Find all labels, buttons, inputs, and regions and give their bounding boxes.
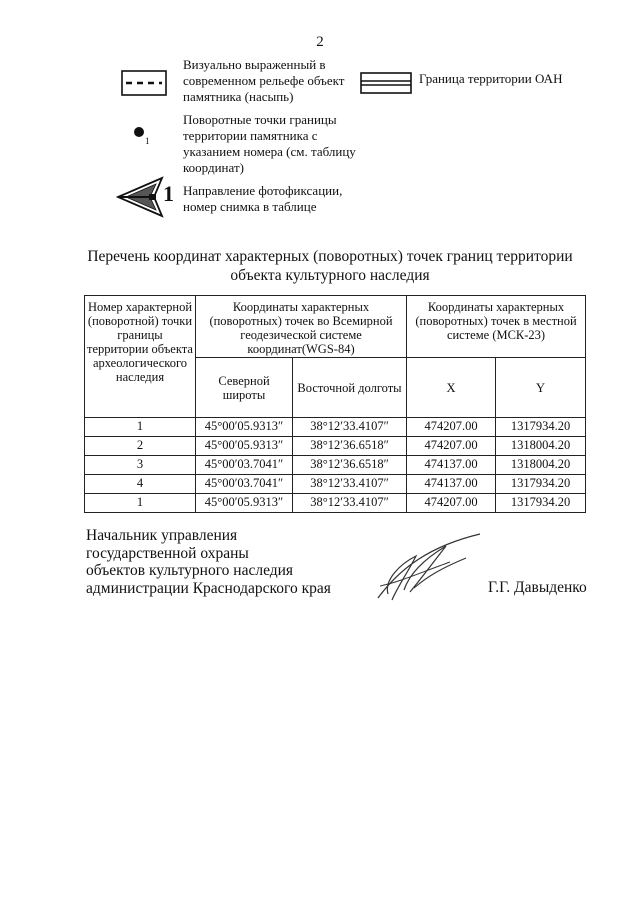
cell-longitude: 38°12′36.6518″	[293, 437, 407, 456]
cell-latitude: 45°00′05.9313″	[196, 437, 293, 456]
table-row	[85, 437, 586, 456]
cell-longitude: 38°12′33.4107″	[293, 494, 407, 513]
legend-mound-label: Визуально выраженный в современном рельефе объект памятника (насыпь)	[183, 57, 345, 104]
cell-x: 474207.00	[407, 437, 496, 456]
cell-longitude: 38°12′33.4107″	[293, 418, 407, 437]
signatory-title	[86, 527, 331, 597]
header-point-number: Номер характерной (поворотной) точки границы территории объекта археологического наследия	[85, 296, 196, 418]
handwritten-signature	[370, 528, 490, 608]
coordinates-table	[84, 295, 586, 513]
cell-number: 3	[85, 456, 196, 475]
cell-latitude: 45°00′03.7041″	[196, 475, 293, 494]
cell-number: 4	[85, 475, 196, 494]
signatory-line-3: объектов культурного наследия	[86, 562, 294, 579]
legend-points-label: Поворотные точки границы территории памятника с указанием номера (см. таблицу координат)	[183, 112, 356, 175]
cell-x: 474207.00	[407, 494, 496, 513]
header-x: X	[407, 358, 496, 418]
cell-y: 1318004.20	[496, 437, 586, 456]
table-row	[85, 418, 586, 437]
cell-latitude: 45°00′03.7041″	[196, 456, 293, 475]
cell-latitude: 45°00′05.9313″	[196, 418, 293, 437]
header-msk: Координаты характерных (поворотных) точек в местной системе (МСК-23)	[407, 296, 586, 358]
arrow-number: 1	[163, 181, 174, 206]
header-north: Северной широты	[196, 358, 293, 418]
signatory-line-4: администрации Краснодарского края	[86, 579, 331, 597]
cell-longitude: 38°12′33.4107″	[293, 475, 407, 494]
cell-x: 474207.00	[407, 418, 496, 437]
header-y: Y	[496, 358, 586, 418]
signatory-line-2: государственной охраны	[86, 544, 249, 562]
table-row	[85, 456, 586, 475]
photo-arrow-icon	[116, 175, 166, 219]
cell-y: 1317934.20	[496, 418, 586, 437]
table-heading: Перечень координат характерных (поворотных) точек границ территории объекта культурного наследия	[87, 248, 573, 284]
point-index: 1	[145, 136, 150, 146]
cell-number: 1	[85, 418, 196, 437]
cell-x: 474137.00	[407, 475, 496, 494]
header-wgs: Координаты характерных (поворотных) точек во Всемирной геодезической системе координат(WGS-84)	[196, 296, 407, 358]
cell-longitude: 38°12′36.6518″	[293, 456, 407, 475]
header-east: Восточной долготы	[293, 358, 407, 418]
turning-point-symbol	[133, 126, 157, 148]
point-dot-icon	[133, 126, 145, 138]
page-number: 2	[316, 34, 324, 50]
signatory-line-1: Начальник управления	[86, 527, 238, 544]
legend-boundary-label: Граница территории ОАН	[419, 71, 563, 86]
cell-x: 474137.00	[407, 456, 496, 475]
oan-boundary-symbol	[360, 72, 412, 94]
table-row	[85, 494, 586, 513]
table-row	[85, 475, 586, 494]
cell-number: 2	[85, 437, 196, 456]
photo-direction-symbol	[116, 175, 180, 219]
cell-number: 1	[85, 494, 196, 513]
cell-y: 1317934.20	[496, 475, 586, 494]
signer-name: Г.Г. Давыденко	[488, 579, 587, 596]
dashed-mound-symbol	[121, 70, 167, 96]
table-header-row	[85, 296, 586, 358]
cell-latitude: 45°00′05.9313″	[196, 494, 293, 513]
cell-y: 1317934.20	[496, 494, 586, 513]
legend-photo-label: Направление фотофиксации, номер снимка в таблице	[183, 183, 343, 214]
cell-y: 1318004.20	[496, 456, 586, 475]
